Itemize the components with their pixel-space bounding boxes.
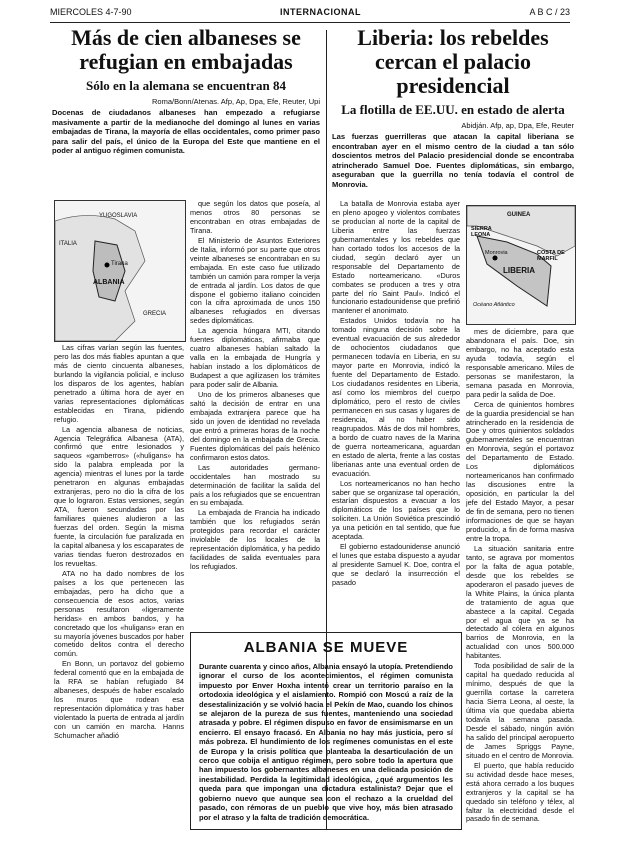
- paragraph: La situación sanitaria entre tanto, se agrava por momentos por la falta de agua potable, desde que los rebeldes se apoderaron el pasado jueves de la White Plains, la única planta de tratamiento de agua que abastece a la capital. Cegada por el agua que ya se ha detectado al cólera en algunos barrios de Monrovia, en la actualidad con unos 500.000 habitantes.: [466, 543, 574, 661]
- right-column-1: [332, 200, 460, 620]
- map-label-tirana: Tirana: [111, 261, 128, 267]
- right-column-2: [466, 328, 574, 828]
- header-section: INTERNACIONAL: [280, 7, 361, 17]
- paragraph: El Ministerio de Asuntos Exteriores de Italia, informó por su parte que otros veinte albaneses se encontraban en su embajada. En este caso fue utilizado también un camión para romper la verja de entrada al jardín. Los datos de que dispone el gobierno italiano coinciden con la cifra aproximada de unos 150 albaneses refugiados en diversas sedes diplomáticas.: [190, 235, 320, 326]
- paragraph: mes de diciembre, para que abandonara el país. Doe, sin embargo, no ha aceptado esta ayuda todavía, según el responsable americano. Miles de personas se manifestaron, la semana pasada en Monrovia, para pedir la salida de Doe.: [466, 328, 574, 399]
- paragraph: Toda posibilidad de salir de la capital ha quedado reducida al mínimo, después de que la guerrilla cortase la carretera hacia Sierra Leona, al oeste, la última vía que quedaba abierta todavía la semana pasada. Desde el sábado, ningún avión ha salido del principal aeropuerto de James Spriggs Payne, situado en el centro de Monrovia.: [466, 661, 574, 760]
- editorial-text: Durante cuarenta y cinco años, Albania ensayó la utopía. Pretendiendo ignorar el curso de los acontecimientos, el régimen comunista impuesto por Enver Hoxha intentó crear un territorio paraíso en la ortodoxia ideológica y el aislamiento. Rompió con Moscú a raíz de la desestalinización y se volvió hacia el Pekín de Mao, cuando los chinos se alejaron de la pureza de sus fuentes, manteniendo una sociedad atrasada y pobre. El régimen dispuso en favor de ensimismarse en un encierro. El ensayo fracasó. En Albania no hay más justicia, pero sí más pobreza. El hundimiento de los regímenes comunistas en el este de Europa y la crisis política que planteaba la desarticulación de un cerco que cobija el antiguo régimen, pero sobre todo la apertura que han impuesto los gobernantes albaneses en una delicada posición de inestabilidad. Perdida la legitimidad ideológica, ¿qué argumentos les queda para que impongan una dictadura estalinista? Dejar que el gobierno nuevo que aunque sea con el rechazo a la crueldad del pasado, con rémoras de un pueblo que vive hoy, más bien atrasado por el atraso y la falta de tradición democrática.: [199, 662, 453, 822]
- paragraph: La agencia húngara MTI, citando fuentes diplomáticas, afirmaba que cuatro albaneses habían saltado la valla en la embajada de Hungría y habían instado a los diplomáticos de Budapest a que agilizasen los trámites para poder salir de Albania.: [190, 326, 320, 390]
- paragraph: ATA no ha dado nombres de los países a los que pertenecen las embajadas, pero ha dicho que a consecuencia de esos actos, varias personas resultaron «ligeramente heridas» en ambos bandos, y ha concretado que los «huligans» eran en su mayoría jóvenes buscados por haber cometido delitos contra el derecho común.: [54, 568, 184, 659]
- left-lead: Docenas de ciudadanos albaneses han empezado a refugiarse masivamente a partir de la medianoche del domingo al lunes en varias embajadas de Tirana, la mayoría de ellas occidentales, como primer paso para salir del país, el único de la Europa del Este que mantiene en el poder al antiguo régimen comunista.: [52, 108, 320, 156]
- paragraph: El puerto, que había reducido su actividad desde hace meses, está ahora cerrado a los buques extranjeros y la capital se ha quedado sin teléfono y télex, al faltar la electricidad desde el pasado fin de semana.: [466, 760, 574, 824]
- left-column-2: [190, 200, 320, 575]
- paragraph: La embajada de Francia ha indicado también que los refugiados serán protegidos para recordar el carácter inviolable de los locales de la representación diplomática, y ha pedido facilidades de salida eventuales para los refugiados.: [190, 508, 320, 572]
- editorial-box: [190, 632, 462, 830]
- map-label-grecia: GRECIA: [143, 311, 167, 317]
- left-subhead: Sólo en la alemana se encuentran 84: [85, 78, 287, 93]
- map-label-monrovia: Monrovia: [485, 250, 508, 256]
- map-label-liberia: LIBERIA: [503, 266, 535, 275]
- paragraph: Las autoridades germano-occidentales han mostrado su determinación de facilitar la salida del país a los refugiados que se encuentran en su embajada.: [190, 462, 320, 508]
- right-credit: Abidján. Afp, ap, Dpa, Efe, Reuter: [461, 121, 574, 130]
- page-header: [50, 6, 570, 23]
- paragraph: Cerca de quinientos hombres de la guardia presidencial se han atrincherado en la residencia de Doe y otros quinientos soldados gubernamentales se encuentran en Monrovia, según el portavoz del Departamento de Estado. Los diplomáticos norteamericanos han confirmado las discusiones entre la oposición, en particular la del jefe del Estado Mayor, a pesar de fin de semana, pero no tienen informaciones de que se hayan producido, a fin de forma masiva entre la tropa.: [466, 399, 574, 543]
- left-credit: Roma/Bonn/Atenas. Afp, Ap, Dpa, Efe, Reuter, Upi: [151, 97, 320, 106]
- map-label-albania: ALBANIA: [93, 279, 125, 286]
- left-headline: Más de cien albaneses se refugian en embajadas: [71, 25, 301, 74]
- paragraph: Las cifras varían según las fuentes, pero las dos más fiables apuntan a que más de ciento cincuenta albaneses, burlando la vigilancia policial, e incluso los disparos de los agentes, habían penetrado a última hora de ayer en varias representaciones diplomáticas establecidas en Tirana, pidiendo refugio.: [54, 344, 184, 424]
- right-headline: Liberia: los rebeldes cercan el palacio presidencial: [357, 25, 549, 98]
- paragraph: Uno de los primeros albaneses que saltó la decisión de entrar en una embajada extranjera parece que ha sido un joven de identidad no revelada que entró a primeras horas de la noche del domingo en la embajada de Grecia. Fuentes diplomáticas del país helénico confirmaron estos datos.: [190, 390, 320, 462]
- albania-map-graphic: [55, 201, 185, 341]
- map-label-sierra-leona: SIERRA LEONA: [471, 226, 492, 238]
- right-lead: Las fuerzas guerrilleras que atacan la capital liberiana se encontraban ayer en el mismo centro de la ciudad a tan sólo doscientos metros del Palacio presidencial donde se encontraba atrincherado Samuel Doe. Fuentes diplomáticas, sin embargo, aseguraban que la guerrilla no tenía todavía el control de Monrovia.: [332, 132, 574, 189]
- right-article: [332, 26, 574, 190]
- paragraph: En Bonn, un portavoz del gobierno federal comentó que en la embajada de la RFA se habían refugiado 84 albaneses, después de haber escalado los muros que rodean esa representación diplomática y tras haber violentado la puerta de entrada al jardín con un camión en marcha. Hanns Schumacher añadió: [54, 659, 184, 740]
- paragraph: Estados Unidos todavía no ha tomado ninguna decisión sobre la eventual evacuación de sus alrededor de ochocientos ciudadanos que permanecen todavía en Liberia, en su mayor parte en Monrovia, indicó la fuente del Departamento de Estado. Los ciudadanos residentes en Liberia, así como los miembros del cuerpo diplomático, pero el resto de civiles permanecen en sus casas y lugares de residencia, al no haber sido reagrupados. Más de dos mil hombres, a bordo de cuatro naves de la Marina de guerra norteamericana, aguardan en estado de alerta, frente a las costas liberianas ante una eventual orden de evacuación.: [332, 316, 460, 478]
- map-label-costa-de-marfil: COSTA DE MARFIL: [537, 250, 565, 262]
- left-column-1: [54, 344, 184, 830]
- map-label-yugoslavia: YUGOSLAVIA: [99, 213, 138, 219]
- editorial-title: ALBANIA SE MUEVE: [243, 639, 409, 656]
- map-label-ocean: Océano Atlántico: [473, 302, 515, 308]
- map-label-italia: ITALIA: [59, 241, 77, 247]
- paragraph: La agencia albanesa de noticias, Agencia Telegráfica Albanesa (ATA), confirmó que entre lesionados y saqueos «gamberros» («huligans» ha sido la palabra empleada por la agencia) mientras el lunes por la tarde penetraron en algunas embajadas extranjeras, pero no dio la cifra de los que lo lograron. Estas versiones, según ATA, fueron secundadas por las familiares quienes aludieron a las fuerzas del orden. Según la misma fuente, la circulación fue paralizada en la capital albanesa y los escaparates de varias tiendas fueron destrozados en los revueltas.: [54, 424, 184, 568]
- albania-map: [54, 200, 186, 342]
- left-article: [52, 26, 320, 156]
- paragraph: Los norteamericanos no han hecho saber que se organizase tal operación, estarían dispuestos a evacuar a los diplomáticos de los países que lo soliciten. La Unión Soviética prescindió ya una petición en tal sentido, que fue aceptada.: [332, 478, 460, 542]
- paragraph: que según los datos que poseía, al menos otros 80 personas se encontraban en otras embajadas de Tirana.: [190, 200, 320, 235]
- liberia-map: [466, 205, 576, 325]
- header-date: MIERCOLES 4-7-90: [50, 7, 132, 17]
- paragraph: La batalla de Monrovia estaba ayer en pleno apogeo y violentos combates se producían al norte de la capital de Liberia entre las fuerzas gubernamentales y los rebeldes que han cortado todos los accesos de la ciudad, según declaró ayer un responsable del Departamento de Estado norteamericano. «Duros combates se producen a tres y otra parte del río Saint Paul». Indicó el funcionario estadounidense que prefirió mantener el anonimato.: [332, 200, 460, 316]
- right-subhead: La flotilla de EE.UU. en estado de alerta: [341, 102, 565, 117]
- paragraph: El gobierno estadounidense anunció el lunes que estaba dispuesto a ayudar al presidente Samuel K. Doe, contra el que se declaró la insurrección el pasado: [332, 542, 460, 588]
- map-label-guinea: GUINEA: [507, 212, 531, 218]
- header-page: A B C / 23: [529, 7, 570, 17]
